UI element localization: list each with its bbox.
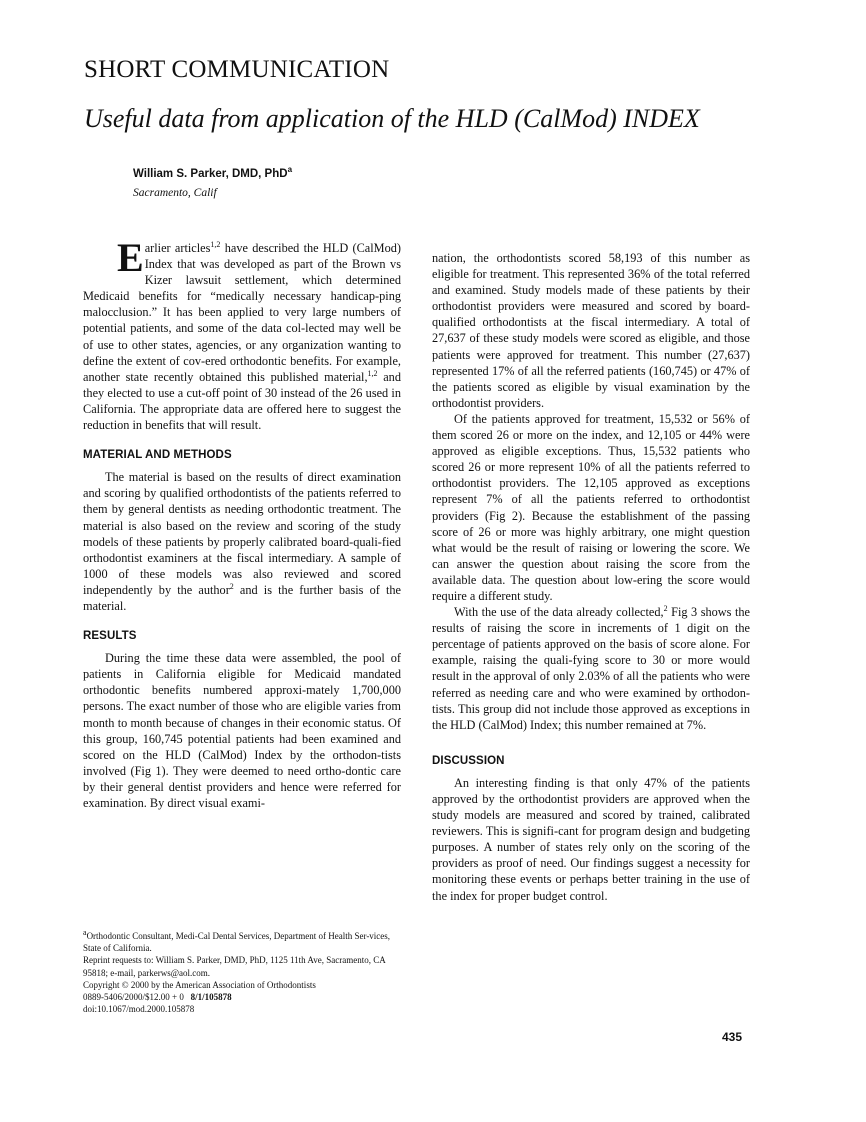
affiliation-footnote bbox=[83, 930, 403, 954]
methods-heading: MATERIAL AND METHODS bbox=[83, 449, 232, 462]
right-column bbox=[432, 250, 750, 904]
footnotes bbox=[83, 930, 403, 1015]
methods-paragraph bbox=[83, 469, 401, 614]
results-paragraph-1-right: nation, the orthodontists scored 58,193 of this number as eligible for treatment. This represented 36% of the total referred and examined. Study models made of these patients by their orthodontist providers were measured and scored by board-qualified orthodontists at the fiscal intermediary. A total of 27,637 of these study models were scored as eligible, and those patients were approved for treatment. This number (27,637) represented 17% of all the referred patients (160,745) or 47% of the patients scored as eligible by visual examination by the orthodontist providers. bbox=[432, 251, 750, 410]
copyright-line: Copyright © 2000 by the American Association of Orthodontists bbox=[83, 979, 316, 990]
article-title: Useful data from application of the HLD (CalMod) INDEX bbox=[84, 104, 700, 133]
results-paragraph-1-left: During the time these data were assembled, the pool of patients in California eligible for Medicaid mandated orthodontic benefits numbered approxi-mately 1,700,000 persons. The exact number of those who are eligible varies from month to month because of changes in their economic status. Of this group, 160,745 potential patients had been examined and scored on the HLD (CalMod) Index by the orthodon-tists involved (Fig 1). They were deemed to need ortho-dontic care by their general dentist providers and hence were referred for examination. By direct visual exami- bbox=[83, 651, 401, 810]
doi-line: doi:10.1067/mod.2000.105878 bbox=[83, 1004, 195, 1015]
issn-line bbox=[83, 991, 403, 1003]
citation-ref: 2 bbox=[663, 603, 668, 613]
citation-ref: 1,2 bbox=[367, 368, 378, 378]
discussion-heading: DISCUSSION bbox=[432, 754, 505, 767]
methods-text-b: and is the further basis of the material. bbox=[83, 582, 401, 613]
reprint-footnote: Reprint requests to: William S. Parker, DMD, PhD, 1125 11th Ave, Sacramento, CA 95818; e-mail, parkerws@aol.com. bbox=[83, 955, 386, 978]
discussion-paragraph: An interesting finding is that only 47% of the patients approved by the orthodontist providers are approved when the study models are measured and scored by trained, calibrated reviewers. This is signifi-cant for program design and budgeting purposes. A number of states rely only on the scoring of the providers as proof of need. Our findings suggest a necessity for monitoring these events or perhaps better training in the use of the index for proper budget control. bbox=[432, 775, 750, 903]
intro-text-c: and they elected to use a cut-off point of 30 instead of the 26 used in California. The appropriate data are offered here to suggest the reduction in benefits that will result. bbox=[83, 369, 401, 433]
page-number: 435 bbox=[722, 1030, 743, 1044]
intro-text-b: have described the HLD (CalMod) Index that was developed as part of the Brown vs Kizer lawsuit settlement, which determined Medicaid benefits for “medically necessary handicap-ping malocclusion.” It has been applied to very large numbers of potential patients, and some of the data col-lected may well be of use to other states, agencies, or any organization wanting to define the extent of cov-ered orthodontic benefits. For example, another state recently obtained this published material, bbox=[83, 241, 401, 384]
left-column bbox=[83, 235, 401, 811]
results-p3-text-a: With the use of the data already collected, bbox=[454, 605, 664, 620]
author-footnote-marker: a bbox=[287, 165, 293, 175]
author-location: Sacramento, Calif bbox=[133, 187, 217, 199]
results-heading: RESULTS bbox=[83, 630, 137, 643]
author-name: William S. Parker, DMD, PhD bbox=[133, 168, 288, 180]
drop-cap: E bbox=[117, 235, 144, 280]
intro-text-a: arlier articles bbox=[144, 241, 211, 255]
author-line bbox=[133, 165, 293, 180]
affiliation-text: Orthodontic Consultant, Medi-Cal Dental Services, Department of Health Ser-vices, State of California. bbox=[83, 931, 391, 954]
methods-text-a: The material is based on the results of direct examination and scoring by qualified orthodontists of the patients referred to them by general dentists as needing orthodontic treatment. The material is also based on the review and scoring of the study models of these patients by properly calibrated board-quali-fied orthodontist examiners at the fiscal intermediary. A sample of 1000 of these models was also reviewed and scored independently by the author bbox=[83, 470, 401, 597]
intro-paragraph bbox=[83, 235, 401, 433]
results-paragraph-2: Of the patients approved for treatment, 15,532 or 56% of them scored 26 or more on the index, and 12,105 or 44% were approved as eligible exceptions. Thus, 15,532 patients who scored 26 or more represent 10% of all the patients referred to orthodontist providers. The 12,105 approved as exceptions represent 7% of all the patients referred to orthodontist providers (Fig 2). Because the establishment of the passing score of 26 or more was highly arbitrary, one might question what would be the result of raising or lowering the score. We can answer the question about raising the score from the available data. The question about low-ering the score would require a different study. bbox=[432, 411, 750, 603]
citation-ref: 2 bbox=[229, 581, 234, 591]
results-p3-text-b: Fig 3 shows the results of raising the score in increments of 1 digit on the percentage of patients approved on the basis of score alone. For example, raising the quali-fying score to 30 or more would result in the approval of only 2.03% of all the patients who were referred as needing care and who were examined by orthodon-tists. This group did not include those approved as exceptions in the HLD (CalMod) Index; this number remained at 7%. bbox=[432, 605, 750, 732]
section-label: SHORT COMMUNICATION bbox=[84, 56, 390, 83]
issn-text: 0889-5406/2000/$12.00 + 0 bbox=[83, 992, 184, 1003]
issn-code: 8/1/105878 bbox=[190, 992, 232, 1003]
citation-ref: 1,2 bbox=[210, 239, 221, 249]
footnote-marker: a bbox=[83, 928, 87, 937]
results-paragraph-3 bbox=[432, 604, 750, 733]
